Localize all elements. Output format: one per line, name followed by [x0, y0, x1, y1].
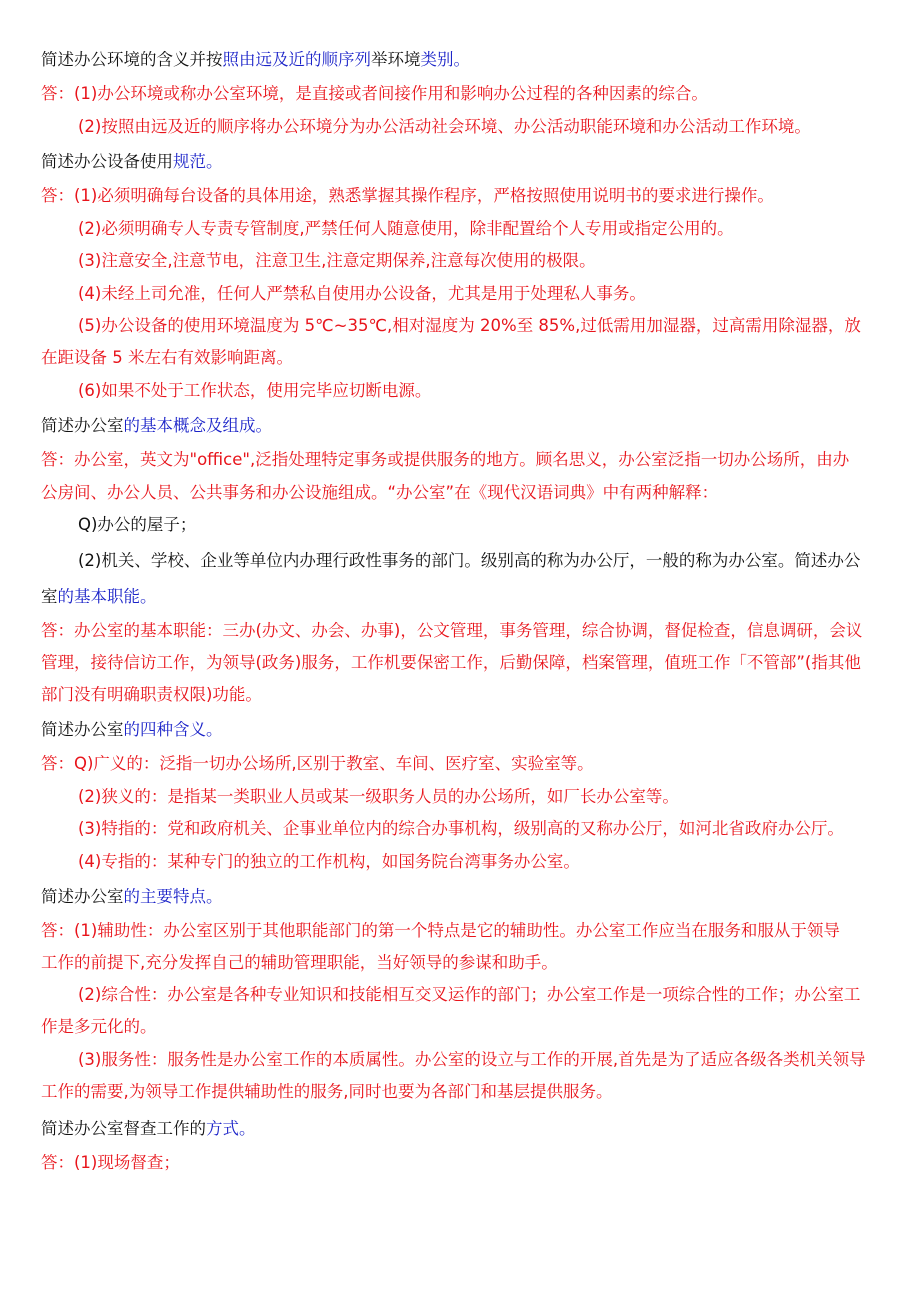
answer-line: (6)如果不处于工作状态，使用完毕应切断电源。	[78, 381, 432, 400]
question-highlight: 的四种含义。	[123, 720, 223, 739]
question-7	[41, 1118, 256, 1140]
question-text: 举环境	[371, 50, 421, 69]
answer-line: 答：(1)辅助性：办公室区别于其他职能部门的第一个特点是它的辅助性。办公室工作应当在服务和服从于领导	[41, 921, 840, 940]
question-highlight: 的主要特点。	[123, 887, 223, 906]
answer-item: Q)办公的屋子；	[78, 515, 197, 534]
question-6	[41, 886, 223, 908]
question-text: 简述办公设备使用	[41, 152, 173, 171]
question-2	[41, 151, 223, 173]
question-text: 简述办公环境的含义并按	[41, 50, 223, 69]
question-highlight: 的基本职能。	[57, 587, 157, 606]
answer-line: (3)注意安全,注意节电，注意卫生,注意定期保养,注意每次使用的极限。	[78, 251, 596, 270]
answer-line: 答：办公室，英文为"office",泛指处理特定事务或提供服务的地方。顾名思义，办公室泛指一切办公场所，由办	[41, 450, 850, 469]
question-text: 室	[41, 587, 58, 606]
answer-line: (3)服务性：服务性是办公室工作的本质属性。办公室的设立与工作的开展,首先是为了适应各级各类机关领导	[78, 1050, 866, 1069]
answer-line: (3)特指的：党和政府机关、企事业单位内的综合办事机构，级别高的又称办公厅，如河北省政府办公厅。	[78, 819, 844, 838]
answer-line: 工作的前提下,充分发挥自己的辅助管理职能，当好领导的参谋和助手。	[41, 953, 558, 972]
answer-line: 答：(1)办公环境或称办公室环境，是直接或者间接作用和影响办公过程的各种因素的综合。	[41, 84, 708, 103]
question-text: 简述办公室	[41, 720, 124, 739]
answer-line: (2)狭义的：是指某一类职业人员或某一级职务人员的办公场所，如厂长办公室等。	[78, 787, 679, 806]
answer-line: 答：办公室的基本职能：三办(办文、办会、办事)，公文管理，事务管理，综合协调，督促检查，信息调研，会议	[41, 621, 863, 640]
answer-line: (2)必须明确专人专责专管制度,严禁任何人随意使用，除非配置给个人专用或指定公用的。	[78, 219, 734, 238]
question-text: 简述办公室	[41, 887, 124, 906]
question-highlight: 类别。	[420, 50, 470, 69]
answer-line: (5)办公设备的使用环境温度为 5℃~35℃,相对湿度为 20%至 85%,过低需用加湿器，过高需用除湿器，放	[78, 316, 861, 335]
answer-line: 作是多元化的。	[41, 1017, 157, 1036]
question-highlight: 方式。	[206, 1119, 256, 1138]
question-4	[41, 586, 157, 608]
answer-item: (2)机关、学校、企业等单位内办理行政性事务的部门。级别高的称为办公厅，一般的称为办公室。简述办公	[78, 551, 861, 570]
answer-line: (2)按照由远及近的顺序将办公环境分为办公活动社会环境、办公活动职能环境和办公活动工作环境。	[78, 117, 811, 136]
question-highlight: 规范。	[173, 152, 223, 171]
question-text: 简述办公室	[41, 416, 124, 435]
answer-line: 答：(1)必须明确每台设备的具体用途，熟悉掌握其操作程序，严格按照使用说明书的要求进行操作。	[41, 186, 774, 205]
answer-line: 在距设备 5 米左右有效影响距离。	[41, 348, 293, 367]
question-text: 简述办公室督查工作的	[41, 1119, 206, 1138]
question-3	[41, 415, 272, 437]
question-1	[41, 49, 470, 71]
question-5	[41, 719, 223, 741]
answer-line: 工作的需要,为领导工作提供辅助性的服务,同时也要为各部门和基层提供服务。	[41, 1082, 613, 1101]
question-highlight: 照由远及近的顺序列	[222, 50, 371, 69]
answer-line: 部门没有明确职责权限)功能。	[41, 685, 262, 704]
answer-line: (4)专指的：某种专门的独立的工作机构，如国务院台湾事务办公室。	[78, 852, 580, 871]
question-highlight: 的基本概念及组成。	[123, 416, 272, 435]
answer-line: (2)综合性：办公室是各种专业知识和技能相互交叉运作的部门；办公室工作是一项综合性的工作；办公室工	[78, 985, 861, 1004]
answer-line: 答：(1)现场督查；	[41, 1153, 180, 1172]
answer-line: 答：Q)广义的：泛指一切办公场所,区别于教室、车间、医疗室、实验室等。	[41, 754, 594, 773]
answer-line: 公房间、办公人员、公共事务和办公设施组成。“办公室”在《现代汉语词典》中有两种解释：	[41, 483, 719, 502]
answer-line: 管理，接待信访工作，为领导(政务)服务，工作机要保密工作，后勤保障，档案管理，值班工作「不管部”(指其他	[41, 653, 861, 672]
answer-line: (4)未经上司允准，任何人严禁私自使用办公设备，尤其是用于处理私人事务。	[78, 284, 646, 303]
